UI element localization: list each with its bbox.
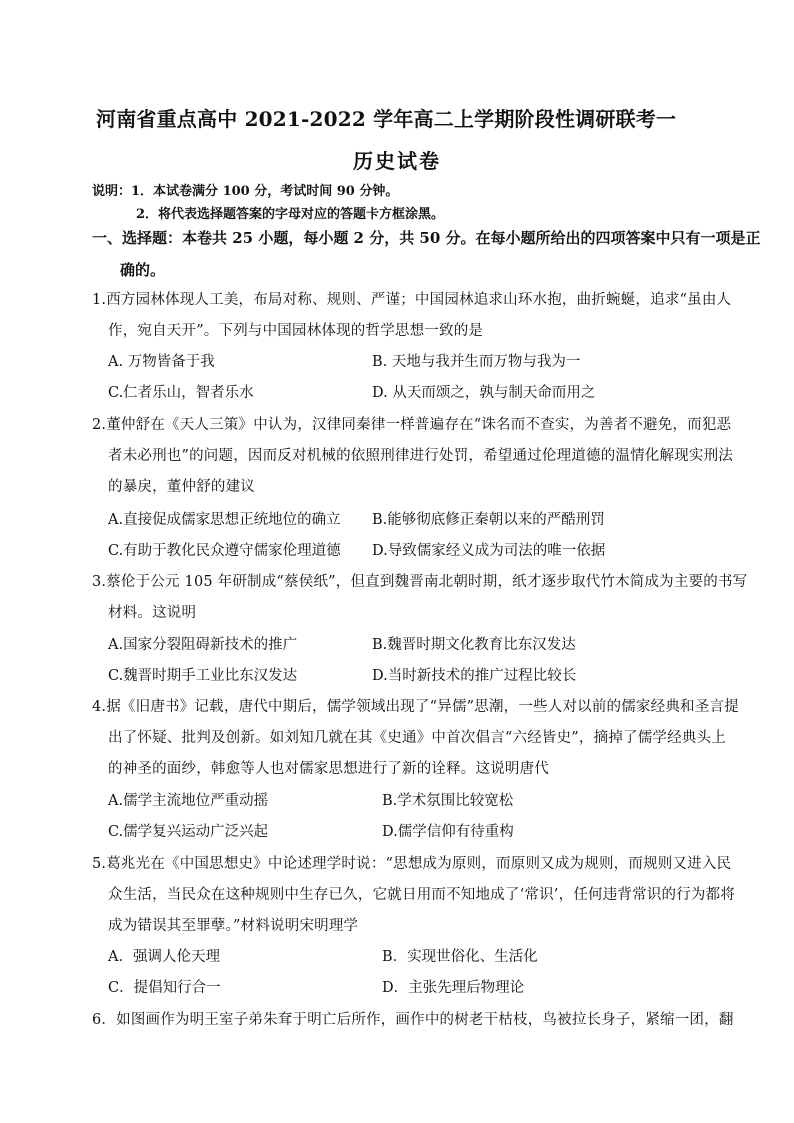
option-c[interactable]: C.魏晋时期手工业比东汉发达 <box>108 668 298 684</box>
option-a[interactable]: A.国家分裂阻碍新技术的推广 <box>108 637 298 653</box>
question-text-line: 2.董仲舒在《天人三策》中认为，汉律同秦律一样普遍存在“诛名而不查实，为善者不避免，而犯恶 <box>92 417 732 433</box>
option-b[interactable]: B. 天地与我并生而万物与我为一 <box>372 354 581 370</box>
question-text-line: 的暴戾，董仲舒的建议 <box>108 479 255 495</box>
question-text-line: 3.蔡伦于公元 105 年研制成“蔡侯纸”，但直到魏晋南北朝时期，纸才逐步取代竹木简成为主要的书写 <box>92 574 748 590</box>
option-d[interactable]: D. 从天而颂之，孰与制天命而用之 <box>372 385 596 401</box>
option-a[interactable]: A. 万物皆备于我 <box>108 354 215 370</box>
question-text-line: 材料。这说明 <box>108 605 197 621</box>
question-text-line: 1.西方园林体现人工美，布局对称、规则、严谨；中国园林追求山环水抱，曲折蜿蜒，追求“虽由人 <box>92 292 732 308</box>
option-a[interactable]: A.直接促成儒家思想正统地位的确立 <box>108 512 341 528</box>
option-a[interactable]: A.儒学主流地位严重动摇 <box>108 793 269 809</box>
question-text-line: 5.葛兆光在《中国思想史》中论述理学时说：“思想成为原则，而原则又成为规则，而规则又进入民 <box>92 856 732 872</box>
option-b[interactable]: B.魏晋时期文化教育比东汉发达 <box>372 637 576 653</box>
section-heading <box>92 222 761 286</box>
section-heading-line-1: 一、选择题：本卷共 25 小题，每小题 2 分，共 50 分。在每小题所给出的四项答案中只有一项是正 <box>92 229 761 247</box>
option-b[interactable]: B.学术氛围比较宽松 <box>382 793 514 809</box>
option-c[interactable]: C.儒学复兴运动广泛兴起 <box>108 824 269 840</box>
page-title: 河南省重点高中 2021-2022 学年高二上学期阶段性调研联考一 <box>96 107 677 131</box>
option-c[interactable]: C.有助于教化民众遵守儒家伦理道德 <box>108 543 341 559</box>
option-a[interactable]: A．强调人伦天理 <box>108 949 220 965</box>
question-text-line: 者未必刑也”的问题，因而反对机械的依照刑律进行处罚，希望通过伦理道德的温情化解现实刑法 <box>108 448 734 464</box>
question-text-line: 成为错误其至罪孽。”材料说明宋明理学 <box>108 918 359 934</box>
section-heading-line-2: 确的。 <box>120 261 166 279</box>
option-d[interactable]: D.导致儒家经义成为司法的唯一依据 <box>372 543 606 559</box>
option-b[interactable]: B.能够彻底修正秦朝以来的严酷刑罚 <box>372 512 605 528</box>
note-line-1: 说明：1．本试卷满分 100 分，考试时间 90 分钟。 <box>92 184 399 199</box>
question-text-line: 作，宛自天开”。下列与中国园林体现的哲学思想一致的是 <box>108 323 484 339</box>
option-d[interactable]: D．主张先理后物理论 <box>382 980 525 996</box>
option-d[interactable]: D.儒学信仰有待重构 <box>382 824 514 840</box>
question-text-line: 6．如图画作为明王室子弟朱耷于明亡后所作，画作中的树老干枯枝，鸟被拉长身子，紧缩一团，翻 <box>92 1012 734 1028</box>
option-c[interactable]: C．提倡知行合一 <box>108 980 221 996</box>
option-d[interactable]: D.当时新技术的推广过程比较长 <box>372 668 577 684</box>
question-text-line: 4.据《旧唐书》记载，唐代中期后，儒学领域出现了“异儒”思潮，一些人对以前的儒家经典和圣言提 <box>92 699 739 715</box>
question-text-line: 的神圣的面纱，韩愈等人也对儒家思想进行了新的诠释。这说明唐代 <box>108 761 549 777</box>
note-line-2: 2．将代表选择题答案的字母对应的答题卡方框涂黑。 <box>136 207 445 222</box>
option-b[interactable]: B．实现世俗化、生活化 <box>382 949 538 965</box>
question-text-line: 出了怀疑、批判及创新。如刘知几就在其《史通》中首次倡言“六经皆史”，摘掉了儒学经典头上 <box>108 730 726 746</box>
page-subtitle: 历史试卷 <box>353 149 441 173</box>
question-text-line: 众生活，当民众在这种规则中生存已久，它就日用而不知地成了‘常识’，任何违背常识的行为都将 <box>108 887 736 903</box>
option-c[interactable]: C.仁者乐山，智者乐水 <box>108 385 254 401</box>
